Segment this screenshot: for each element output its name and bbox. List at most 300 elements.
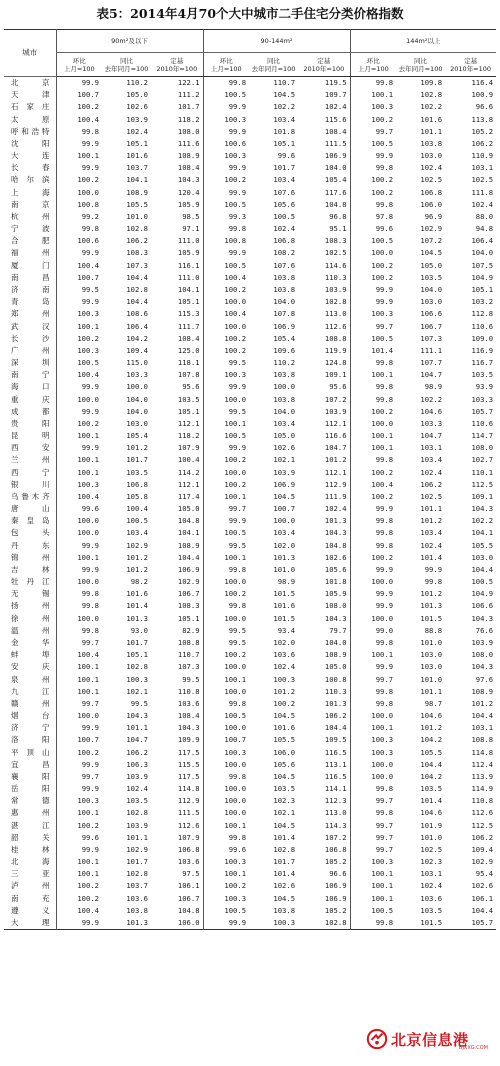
index-value-cell: 100.2: [203, 454, 249, 466]
city-name-cell: 秦皇岛: [11, 516, 50, 526]
index-value-cell: 104.5: [273, 90, 296, 100]
index-value-cell: 100.5: [350, 905, 396, 917]
index-value-cell: 99.0: [350, 625, 396, 637]
index-value-cell: 100.3: [273, 674, 296, 684]
index-value-cell: 106.9: [324, 893, 347, 903]
index-value-cell: 100.3: [203, 114, 249, 126]
index-value-cell: 102.1: [273, 808, 296, 818]
index-value-cell: 99.8: [350, 381, 396, 393]
index-value-cell: 106.0: [420, 199, 443, 209]
index-value-cell: 101.3: [420, 601, 443, 611]
index-value-cell: 100.2: [350, 260, 396, 272]
index-value-cell: 100.2: [350, 406, 396, 418]
index-value-cell: 104.7: [126, 735, 148, 745]
table-row: [4, 357, 496, 369]
index-value-cell: 119.9: [324, 345, 347, 355]
city-name-cell: 广州: [11, 345, 50, 355]
index-value-cell: 108.2: [273, 248, 296, 258]
index-value-cell: 100.1: [203, 819, 249, 831]
index-value-cell: 100.2: [56, 174, 102, 186]
index-value-cell: 99.8: [350, 686, 396, 698]
index-value-cell: 105.4: [324, 175, 347, 185]
index-value-cell: 112.5: [471, 820, 494, 830]
city-name-cell: 济宁: [11, 723, 50, 733]
index-value-cell: 104.4: [126, 272, 148, 282]
index-value-cell: 104.3: [324, 528, 347, 538]
index-value-cell: 113.0: [324, 309, 347, 319]
index-value-cell: 112.5: [471, 479, 494, 489]
index-value-cell: 99.9: [56, 381, 102, 393]
subcolumn-header: [102, 53, 151, 77]
index-value-cell: 100.5: [203, 89, 249, 101]
city-column-header: 城市: [4, 30, 56, 77]
index-value-cell: 106.4: [126, 321, 148, 331]
index-value-cell: 100.0: [203, 686, 249, 698]
index-value-cell: 99.9: [203, 187, 249, 199]
index-value-cell: 103.0: [420, 650, 443, 660]
index-value-cell: 109.7: [324, 90, 347, 100]
index-value-cell: 101.4: [420, 552, 443, 562]
index-value-cell: 105.5: [273, 735, 296, 745]
city-name-cell: 深圳: [11, 358, 50, 368]
index-value-cell: 100.3: [56, 479, 102, 491]
index-value-cell: 105.7: [471, 917, 494, 927]
index-value-cell: 100.5: [126, 516, 148, 526]
index-value-cell: 104.1: [126, 175, 148, 185]
index-value-cell: 103.8: [273, 394, 296, 404]
index-value-cell: 99.9: [203, 917, 249, 930]
index-value-cell: 102.4: [420, 540, 443, 550]
index-value-cell: 101.9: [420, 820, 443, 830]
index-value-cell: 100.6: [56, 235, 102, 247]
index-value-cell: 99.9: [56, 296, 102, 308]
city-name-cell: 重庆: [11, 394, 50, 404]
index-value-cell: 99.9: [56, 759, 102, 771]
index-value-cell: 105.5: [126, 199, 148, 209]
index-value-cell: 105.1: [273, 138, 296, 148]
index-value-cell: 102.4: [273, 662, 296, 672]
index-value-cell: 111.6: [177, 138, 200, 148]
index-value-cell: 82.9: [182, 625, 200, 635]
index-value-cell: 100.8: [203, 235, 249, 247]
index-value-cell: 101.7: [177, 102, 200, 112]
city-name-cell: 湛江: [11, 820, 50, 830]
table-row: [4, 418, 496, 430]
index-value-cell: 113.8: [471, 114, 494, 124]
index-value-cell: 102.5: [324, 248, 347, 258]
index-value-cell: 110.8: [177, 686, 200, 696]
index-value-cell: 102.6: [324, 552, 347, 562]
index-value-cell: 101.3: [273, 552, 296, 562]
index-value-cell: 105.0: [420, 260, 443, 270]
table-row: [4, 101, 496, 113]
table-row: [4, 503, 496, 515]
index-value-cell: 101.4: [273, 832, 296, 842]
index-value-cell: 99.8: [350, 540, 396, 552]
index-value-cell: 102.8: [273, 844, 296, 854]
index-value-cell: 106.2: [126, 236, 148, 246]
index-value-cell: 109.4: [126, 345, 148, 355]
index-value-cell: 99.9: [56, 442, 102, 454]
index-value-cell: 114.7: [471, 431, 494, 441]
city-name-cell: 合肥: [11, 236, 50, 246]
index-value-cell: 99.7: [56, 698, 102, 710]
index-value-cell: 99.9: [56, 722, 102, 734]
index-value-cell: 100.1: [56, 552, 102, 564]
index-value-cell: 99.9: [203, 162, 249, 174]
index-value-cell: 100.0: [350, 759, 396, 771]
index-value-cell: 105.9: [177, 199, 200, 209]
index-value-cell: 100.7: [203, 734, 249, 746]
index-value-cell: 113.0: [324, 808, 347, 818]
index-value-cell: 99.7: [56, 637, 102, 649]
city-name-cell: 吉林: [11, 564, 50, 574]
index-value-cell: 99.8: [350, 393, 396, 405]
city-name-cell: 长春: [11, 163, 50, 173]
table-row: [4, 211, 496, 223]
index-value-cell: 101.4: [350, 345, 396, 357]
index-value-cell: 102.6: [273, 443, 296, 453]
index-value-cell: 103.8: [126, 905, 148, 915]
index-value-cell: 105.1: [177, 406, 200, 416]
index-value-cell: 106.9: [177, 564, 200, 574]
index-value-cell: 104.4: [126, 297, 148, 307]
table-row: [4, 673, 496, 685]
city-name-cell: 福州: [11, 248, 50, 258]
city-name-cell: 宁波: [11, 224, 50, 234]
index-value-cell: 107.3: [126, 260, 148, 270]
table-row: [4, 917, 496, 930]
table-row: [4, 467, 496, 479]
index-value-cell: 100.1: [350, 89, 396, 101]
index-value-cell: 101.4: [126, 601, 148, 611]
index-value-cell: 101.2: [471, 698, 494, 708]
table-row: [4, 393, 496, 405]
index-value-cell: 117.4: [177, 491, 200, 501]
index-value-cell: 99.8: [350, 357, 396, 369]
city-name-cell: 扬州: [11, 601, 50, 611]
index-value-cell: 96.6: [475, 102, 494, 112]
index-value-cell: 100.3: [273, 917, 296, 927]
index-value-cell: 100.0: [56, 613, 102, 625]
table-row: [4, 649, 496, 661]
index-value-cell: 103.4: [273, 418, 296, 428]
brand-logo-icon: [366, 1028, 388, 1050]
index-value-cell: 100.3: [350, 308, 396, 320]
index-value-cell: 107.8: [273, 309, 296, 319]
table-title: 表5：2014年4月70个大中城市二手住宅分类价格指数: [96, 6, 404, 21]
city-name-cell: 三亚: [11, 869, 50, 879]
index-value-cell: 106.4: [471, 236, 494, 246]
city-name-cell: 遵义: [11, 905, 50, 915]
index-value-cell: 103.6: [177, 698, 200, 708]
table-row: [4, 540, 496, 552]
index-value-cell: 100.2: [56, 819, 102, 831]
index-value-cell: 102.6: [471, 881, 494, 891]
index-value-cell: 99.7: [350, 832, 396, 844]
index-value-cell: 99.7: [350, 795, 396, 807]
index-value-cell: 100.1: [203, 491, 249, 503]
index-value-cell: 99.9: [203, 126, 249, 138]
index-value-cell: 100.4: [177, 455, 200, 465]
index-value-cell: 99.5: [203, 357, 249, 369]
index-value-cell: 107.8: [177, 370, 200, 380]
index-value-cell: 103.3: [471, 394, 494, 404]
index-value-cell: 99.8: [203, 771, 249, 783]
index-value-cell: 101.4: [273, 869, 296, 879]
index-value-cell: 106.9: [324, 151, 347, 161]
index-value-cell: 99.5: [203, 637, 249, 649]
index-value-cell: 102.0: [273, 540, 296, 550]
index-value-cell: 117.5: [177, 747, 200, 757]
index-value-cell: 108.8: [324, 333, 347, 343]
index-value-cell: 112.6: [177, 820, 200, 830]
index-value-cell: 104.4: [420, 759, 443, 769]
city-name-cell: 南宁: [11, 370, 50, 380]
city-name-cell: 沈阳: [11, 138, 50, 148]
index-value-cell: 102.2: [273, 102, 296, 112]
table-row: [4, 89, 496, 101]
city-name-cell: 济南: [11, 285, 50, 294]
index-value-cell: 102.4: [471, 199, 494, 209]
index-value-cell: 101.8: [324, 577, 347, 587]
index-value-cell: 100.2: [203, 174, 249, 186]
city-name-cell: 杭州: [11, 211, 50, 221]
index-value-cell: 116.1: [177, 260, 200, 270]
index-value-cell: 101.7: [126, 455, 148, 465]
index-value-cell: 104.2: [420, 735, 443, 745]
city-name-cell: 海口: [11, 382, 50, 392]
brand-url: BJXXG.COM: [459, 1045, 488, 1051]
table-row: [4, 320, 496, 332]
index-value-cell: 103.0: [420, 151, 443, 161]
index-value-cell: 103.8: [420, 138, 443, 148]
index-value-cell: 103.4: [420, 455, 443, 465]
city-name-cell: 桂林: [11, 844, 50, 854]
index-value-cell: 104.0: [471, 248, 494, 258]
index-value-cell: 104.5: [273, 893, 296, 903]
index-value-cell: 102.9: [471, 857, 494, 867]
index-value-cell: 100.3: [203, 856, 249, 868]
index-value-cell: 103.1: [420, 443, 443, 453]
index-value-cell: 109.6: [273, 345, 296, 355]
city-name-cell: 大理: [11, 917, 50, 927]
table-row: [4, 771, 496, 783]
index-value-cell: 100.2: [350, 187, 396, 199]
index-value-cell: 100.0: [203, 576, 249, 588]
subcolumn-header: [151, 53, 203, 77]
index-value-cell: 101.6: [126, 151, 148, 161]
index-value-cell: 111.8: [471, 187, 494, 197]
index-value-cell: 100.5: [350, 333, 396, 345]
index-value-cell: 100.0: [56, 576, 102, 588]
index-value-cell: 108.0: [177, 126, 200, 136]
subcolumn-header-base: 去年同月=100: [398, 64, 443, 73]
index-value-cell: 100.4: [350, 479, 396, 491]
subcolumn-header-label: 环比: [366, 56, 380, 65]
index-value-cell: 104.4: [471, 564, 494, 574]
index-value-cell: 100.1: [56, 430, 102, 442]
table-row: [4, 454, 496, 466]
index-value-cell: 99.8: [56, 126, 102, 138]
table-row: [4, 430, 496, 442]
index-value-cell: 105.1: [126, 650, 148, 660]
index-value-cell: 112.1: [177, 418, 200, 428]
index-value-cell: 100.0: [203, 783, 249, 795]
city-name-cell: 石家庄: [11, 102, 50, 112]
index-value-cell: 103.6: [126, 893, 148, 903]
index-value-cell: 102.9: [126, 844, 148, 854]
index-value-cell: 101.5: [273, 613, 296, 623]
index-value-cell: 107.6: [273, 187, 296, 197]
index-value-cell: 100.1: [56, 673, 102, 685]
city-name-cell: 泉州: [11, 674, 50, 684]
index-value-cell: 102.6: [126, 102, 148, 112]
index-value-cell: 100.0: [350, 771, 396, 783]
index-value-cell: 99.9: [56, 138, 102, 150]
index-value-cell: 109.9: [177, 735, 200, 745]
index-value-cell: 103.7: [126, 163, 148, 173]
subcolumn-header-label: 同比: [120, 56, 133, 65]
index-value-cell: 104.7: [420, 431, 443, 441]
index-value-cell: 103.1: [420, 869, 443, 879]
city-name-cell: 常德: [11, 796, 50, 806]
index-value-cell: 106.0: [177, 917, 200, 927]
index-value-cell: 100.0: [350, 710, 396, 722]
index-value-cell: 101.6: [126, 589, 148, 599]
index-value-cell: 103.8: [273, 272, 296, 282]
index-value-cell: 104.5: [273, 771, 296, 781]
index-value-cell: 115.3: [177, 309, 200, 319]
index-value-cell: 99.8: [56, 600, 102, 612]
index-value-cell: 99.6: [203, 844, 249, 856]
index-value-cell: 106.1: [471, 893, 494, 903]
index-value-cell: 99.9: [203, 247, 249, 259]
city-name-cell: 宜昌: [11, 759, 50, 769]
index-value-cell: 99.8: [350, 698, 396, 710]
index-value-cell: 106.2: [471, 832, 494, 842]
index-value-cell: 104.2: [420, 771, 443, 781]
index-value-cell: 107.9: [177, 832, 200, 842]
index-value-cell: 95.6: [182, 382, 200, 392]
index-value-cell: 100.0: [350, 247, 396, 259]
index-value-cell: 100.2: [273, 698, 296, 708]
index-value-cell: 99.6: [350, 223, 396, 235]
index-value-cell: 101.1: [126, 832, 148, 842]
index-value-cell: 102.9: [177, 577, 200, 587]
index-value-cell: 100.5: [273, 211, 296, 221]
index-value-cell: 106.3: [126, 759, 148, 769]
index-value-cell: 103.4: [126, 528, 148, 538]
index-value-cell: 101.5: [420, 613, 443, 623]
index-value-cell: 104.8: [324, 540, 347, 550]
index-value-cell: 100.0: [203, 722, 249, 734]
city-name-cell: 洛阳: [11, 735, 50, 745]
index-value-cell: 103.5: [420, 905, 443, 915]
index-value-cell: 99.8: [350, 454, 396, 466]
index-value-cell: 103.8: [273, 905, 296, 915]
index-value-cell: 100.1: [56, 856, 102, 868]
index-value-cell: 102.8: [126, 808, 148, 818]
index-value-cell: 108.9: [471, 686, 494, 696]
index-value-cell: 108.3: [324, 236, 347, 246]
index-value-cell: 103.4: [273, 175, 296, 185]
index-value-cell: 113.9: [471, 771, 494, 781]
index-value-cell: 104.4: [177, 552, 200, 562]
city-name-cell: 惠州: [11, 808, 50, 818]
index-value-cell: 104.4: [471, 711, 494, 721]
index-value-cell: 100.1: [56, 454, 102, 466]
index-value-cell: 100.1: [350, 442, 396, 454]
index-value-cell: 99.8: [56, 588, 102, 600]
index-value-cell: 99.9: [350, 661, 396, 673]
table-row: [4, 296, 496, 308]
table-row: [4, 235, 496, 247]
subcolumn-header-label: 环比: [72, 56, 86, 65]
subcolumn-header-label: 定基: [170, 56, 184, 65]
index-value-cell: 99.9: [56, 77, 102, 90]
index-value-cell: 117.5: [177, 771, 200, 781]
index-value-cell: 100.1: [56, 320, 102, 332]
index-value-cell: 100.3: [350, 856, 396, 868]
index-value-cell: 103.9: [324, 285, 347, 294]
index-value-cell: 99.9: [203, 101, 249, 113]
table-row: [4, 795, 496, 807]
index-value-cell: 100.4: [56, 491, 102, 503]
subcolumn-header-base: 上月=100: [210, 64, 242, 73]
index-value-cell: 108.9: [126, 187, 148, 197]
index-value-cell: 102.5: [420, 844, 443, 854]
index-value-cell: 102.4: [324, 102, 347, 112]
city-name-cell: 成都: [11, 406, 50, 416]
index-value-cell: 99.9: [203, 442, 249, 454]
brand-name: 北京信息港: [391, 1030, 469, 1049]
index-value-cell: 104.4: [324, 723, 347, 733]
index-value-cell: 101.1: [420, 126, 443, 136]
index-value-cell: 99.8: [203, 600, 249, 612]
index-value-cell: 99.9: [56, 564, 102, 576]
table-row: [4, 223, 496, 235]
index-value-cell: 108.9: [324, 650, 347, 660]
index-value-cell: 110.9: [471, 151, 494, 161]
index-value-cell: 114.6: [324, 260, 347, 270]
index-value-cell: 125.0: [177, 345, 200, 355]
index-value-cell: 103.2: [471, 297, 494, 307]
index-value-cell: 110.7: [273, 78, 296, 88]
index-value-cell: 99.9: [350, 588, 396, 600]
table-row: [4, 893, 496, 905]
index-value-cell: 104.3: [177, 723, 200, 733]
index-value-cell: 99.9: [350, 284, 396, 296]
index-value-cell: 105.4: [126, 431, 148, 441]
index-value-cell: 101.2: [126, 564, 148, 574]
index-value-cell: 106.8: [324, 844, 347, 854]
city-name-cell: 南充: [11, 893, 50, 903]
index-value-cell: 100.2: [203, 479, 249, 491]
city-name-cell: 呼和浩特: [11, 126, 50, 136]
index-value-cell: 99.9: [350, 150, 396, 162]
subcolumn-header-base: 2010年=100: [156, 64, 198, 73]
index-value-cell: 100.5: [203, 905, 249, 917]
index-value-cell: 99.5: [130, 698, 148, 708]
index-value-cell: 97.6: [475, 674, 494, 684]
index-value-cell: 102.8: [420, 90, 443, 100]
table-row: [4, 564, 496, 576]
index-value-cell: 116.5: [324, 747, 347, 757]
group-header-large: 144m²以上: [350, 30, 496, 53]
index-value-cell: 100.2: [203, 345, 249, 357]
city-name-cell: 襄阳: [11, 771, 50, 781]
